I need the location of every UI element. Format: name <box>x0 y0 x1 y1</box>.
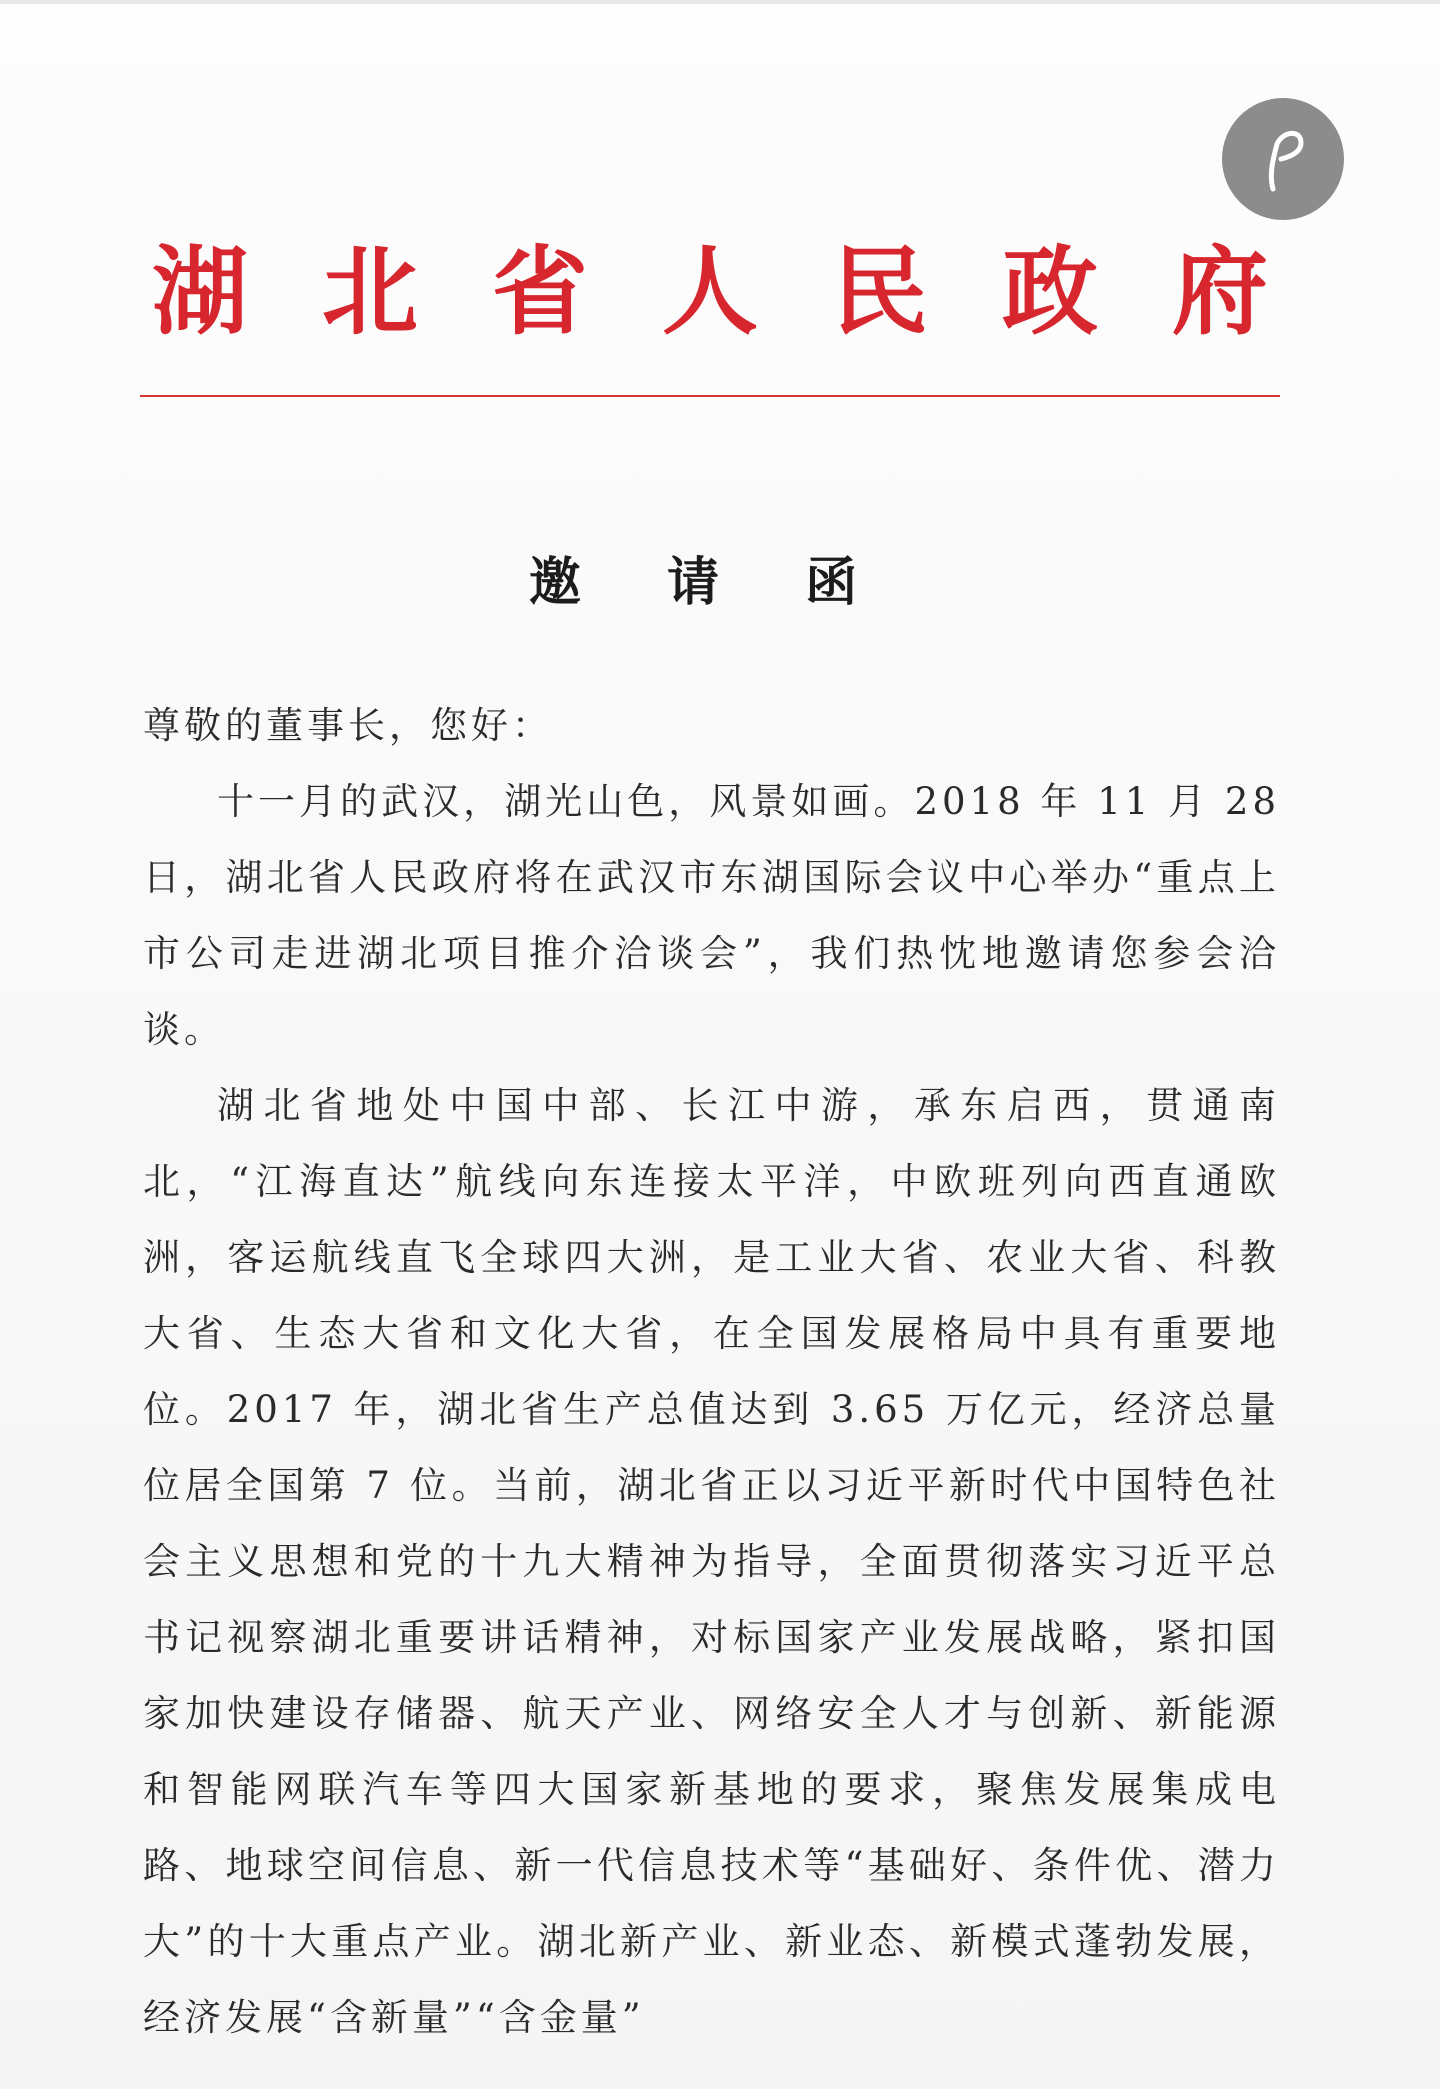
header-char: 人 <box>662 236 758 348</box>
header-char: 民 <box>832 236 928 348</box>
salutation: 尊敬的董事长，您好： <box>143 704 553 747</box>
header-char: 湖 <box>152 236 248 348</box>
government-header-title <box>140 232 1280 352</box>
paragraph: 十一月的武汉，湖光山色，风景如画。2018 年 11 月 28 日，湖北省人民政府将在武汉市东湖国际会议中心举办“重点上市公司走进湖北项目推介洽谈会”，我们热忱地邀请您参会洽谈。 <box>143 780 1280 1051</box>
header-char: 北 <box>322 236 418 348</box>
top-edge-bar <box>0 0 1440 4</box>
logo-badge <box>1222 98 1344 220</box>
letter-body <box>143 688 1280 2056</box>
header-char: 政 <box>1002 236 1098 348</box>
document-title: 邀 请 函 <box>528 552 892 613</box>
header-char: 省 <box>492 236 588 348</box>
music-note-icon <box>1243 119 1323 199</box>
header-divider <box>140 395 1280 397</box>
header-char: 府 <box>1172 236 1268 348</box>
paragraph: 湖北省地处中国中部、长江中游，承东启西，贯通南北，“江海直达”航线向东连接太平洋，中欧班列向西直通欧洲，客运航线直飞全球四大洲，是工业大省、农业大省、科教大省、生态大省和文化大省，在全国发展格局中具有重要地位。2017 年，湖北省生产总值达到 3.65 万亿元，经济总量位居全国第 7 位。当前，湖北省正以习近平新时代中国特色社会主义思想和党的十九大精神为指导，全面贯彻落实习近平总书记视察湖北重要讲话精神，对标国家产业发展战略，紧扣国家加快建设存储器、航天产业、网络安全人才与创新、新能源和智能网联汽车等四大国家新基地的要求，聚焦发展集成电路、地球空间信息、新一代信息技术等“基础好、条件优、潜力大”的十大重点产业。湖北新产业、新业态、新模式蓬勃发展，经济发展“含新量”“含金量” <box>143 1084 1280 2039</box>
